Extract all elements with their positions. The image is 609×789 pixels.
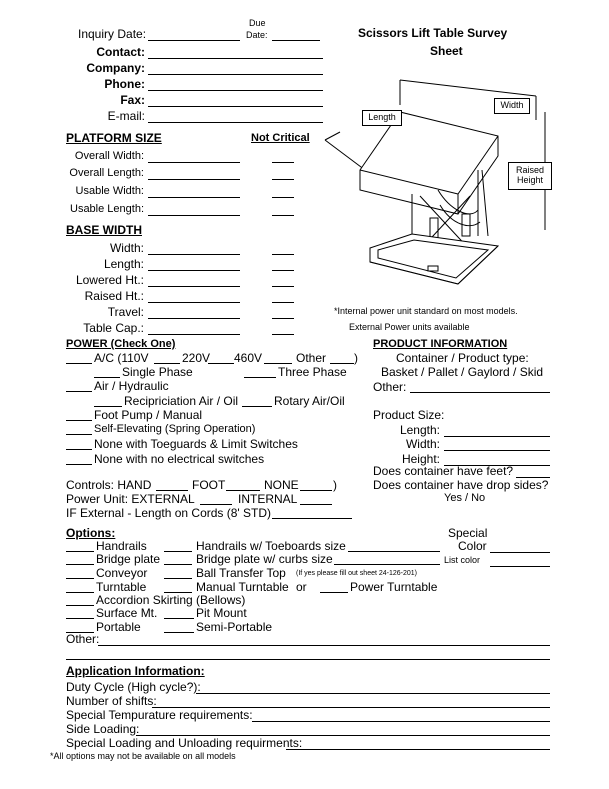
cord-length-field[interactable]: [272, 518, 352, 519]
other-voltage-checkbox[interactable]: [264, 363, 292, 364]
recip-air-oil-checkbox[interactable]: [94, 406, 122, 407]
v220-label: 220V: [182, 351, 211, 365]
travel-field[interactable]: [148, 318, 240, 319]
none-electrical-label: None with no electrical switches: [94, 452, 265, 466]
raised-height-not-critical[interactable]: [272, 302, 294, 303]
raised-height-label: Raised Ht.:: [84, 289, 144, 303]
special-loading-field[interactable]: [286, 749, 550, 750]
semi-portable-checkbox[interactable]: [164, 632, 194, 633]
container-type-label: Container / Product type:: [396, 351, 529, 365]
overall-width-field[interactable]: [148, 162, 240, 163]
container-drop-sides-label: Does container have drop sides?: [373, 478, 549, 492]
company-label: Company:: [86, 61, 145, 75]
external-power-note: External Power units available: [349, 322, 470, 332]
none-electrical-checkbox[interactable]: [66, 464, 92, 465]
ball-transfer-note: (If yes please fill out sheet 24-126-201): [296, 570, 418, 577]
base-width-not-critical[interactable]: [272, 254, 294, 255]
bridge-plate-curbs-label: Bridge plate w/ curbs size: [196, 552, 333, 566]
special-color-field[interactable]: [490, 552, 550, 553]
base-length-label: Length:: [103, 257, 144, 271]
bridge-plate-curbs-size-field[interactable]: [334, 564, 440, 565]
options-other-label: Other:: [66, 632, 100, 646]
handrails-toeboards-checkbox[interactable]: [164, 551, 192, 552]
foot-pump-checkbox[interactable]: [66, 420, 92, 421]
manual-turntable-label: Manual Turntable: [196, 580, 289, 594]
cord-length-label: IF External - Length on Cords (8' STD): [66, 506, 272, 520]
inquiry-date-label: Inquiry Date:: [78, 27, 147, 41]
recip-air-oil-label: Recipriciation Air / Oil: [124, 394, 239, 408]
list-color-label: List color: [444, 555, 481, 565]
phone-label: Phone:: [104, 77, 145, 91]
foot-pump-label: Foot Pump / Manual: [94, 408, 203, 422]
controls-foot-field[interactable]: [226, 490, 260, 491]
width-callout: Width: [494, 98, 530, 114]
not-critical-label: Not Critical: [251, 132, 310, 144]
self-elevating-checkbox[interactable]: [66, 434, 92, 435]
power-turntable-checkbox[interactable]: [320, 592, 348, 593]
overall-width-not-critical[interactable]: [272, 162, 294, 163]
three-phase-label: Three Phase: [278, 365, 347, 379]
temperature-label: Special Tempurature requirements:: [66, 708, 253, 722]
product-other-label: Other:: [373, 380, 407, 394]
pit-mount-checkbox[interactable]: [164, 618, 194, 619]
bridge-plate-label: Bridge plate: [96, 552, 161, 566]
table-capacity-field[interactable]: [148, 334, 240, 335]
product-size-label: Product Size:: [373, 408, 445, 422]
turntable-checkbox[interactable]: [66, 592, 94, 593]
ac-label: A/C (110V: [94, 351, 149, 365]
product-width-label: Width:: [405, 437, 440, 451]
power-unit-internal-label: INTERNAL: [238, 492, 298, 506]
overall-length-label: Overall Length:: [69, 167, 144, 179]
power-heading: POWER (Check One): [66, 338, 176, 350]
pit-mount-label: Pit Mount: [196, 606, 247, 620]
availability-footnote: *All options may not be available on all models: [50, 751, 236, 761]
other-voltage-field[interactable]: [330, 363, 354, 364]
base-length-not-critical[interactable]: [272, 270, 294, 271]
side-loading-label: Side Loading:: [66, 722, 140, 736]
turntable-label: Turntable: [96, 580, 147, 594]
lowered-height-label: Lowered Ht.:: [75, 273, 144, 287]
power-unit-note: *Internal power unit standard on most models.: [334, 306, 518, 316]
duty-cycle-label: Duty Cycle (High cycle?):: [66, 680, 201, 694]
due-label: Due: [249, 18, 266, 28]
accordion-skirting-checkbox[interactable]: [66, 605, 94, 606]
conveyor-checkbox[interactable]: [66, 578, 94, 579]
usable-width-field[interactable]: [148, 197, 240, 198]
options-heading: Options:: [66, 526, 116, 540]
special-loading-label: Special Loading and Unloading requirments:: [66, 736, 303, 750]
v460-checkbox[interactable]: [208, 363, 234, 364]
three-phase-checkbox[interactable]: [244, 377, 276, 378]
drop-sides-yes-no[interactable]: Yes / No: [444, 492, 486, 504]
base-width-field[interactable]: [148, 254, 240, 255]
product-length-field[interactable]: [444, 436, 550, 437]
air-hydraulic-checkbox[interactable]: [66, 391, 92, 392]
raised-height-callout: Raised Height: [508, 162, 552, 190]
travel-label: Travel:: [107, 305, 144, 319]
surface-mount-label: Surface Mt.: [96, 606, 158, 620]
ac-checkbox[interactable]: [66, 363, 92, 364]
color-label: Color: [458, 539, 487, 553]
application-heading: Application Information:: [66, 664, 205, 678]
ball-transfer-label: Ball Transfer Top: [196, 566, 286, 580]
portable-label: Portable: [96, 620, 141, 634]
page-title: Scissors Lift Table Survey: [358, 26, 508, 40]
power-unit-external-field[interactable]: [200, 504, 232, 505]
turntable-or-label: or: [296, 580, 307, 594]
product-info-heading: PRODUCT INFORMATION: [373, 338, 508, 350]
power-unit-internal-field[interactable]: [300, 504, 332, 505]
usable-length-label: Usable Length:: [70, 203, 144, 215]
handrails-label: Handrails: [96, 539, 147, 553]
other-voltage-label: Other: [296, 351, 327, 365]
single-phase-checkbox[interactable]: [94, 377, 120, 378]
raised-height-field[interactable]: [148, 302, 240, 303]
platform-size-heading: PLATFORM SIZE: [66, 131, 162, 145]
power-unit-external-label: Power Unit: EXTERNAL: [66, 492, 195, 506]
controls-none-field[interactable]: [300, 490, 332, 491]
due-date-label: Date:: [246, 30, 268, 40]
controls-hand-label: Controls: HAND: [66, 478, 152, 492]
v220-checkbox[interactable]: [154, 363, 180, 364]
handrails-checkbox[interactable]: [66, 551, 94, 552]
options-other-field-2[interactable]: [66, 659, 550, 660]
usable-length-not-critical[interactable]: [272, 215, 294, 216]
product-width-field[interactable]: [444, 450, 550, 451]
base-length-field[interactable]: [148, 270, 240, 271]
handrails-toeboards-label: Handrails w/ Toeboards size: [196, 539, 346, 553]
usable-width-not-critical[interactable]: [272, 197, 294, 198]
overall-length-not-critical[interactable]: [272, 179, 294, 180]
self-elevating-label: Self-Elevating (Spring Operation): [94, 423, 256, 435]
rotary-air-oil-label: Rotary Air/Oil: [274, 394, 345, 408]
none-toeguards-checkbox[interactable]: [66, 449, 92, 450]
container-types-options[interactable]: Basket / Pallet / Gaylord / Skid: [381, 365, 544, 379]
length-callout: Length: [362, 110, 402, 126]
overall-length-field[interactable]: [148, 179, 240, 180]
ac-close-paren: ): [354, 351, 358, 365]
semi-portable-label: Semi-Portable: [196, 620, 273, 634]
usable-width-label: Usable Width:: [75, 185, 144, 197]
container-feet-label: Does container have feet?: [373, 464, 514, 478]
power-turntable-label: Power Turntable: [350, 580, 438, 594]
product-other-field[interactable]: [410, 392, 550, 393]
shifts-label: Number of shifts:: [66, 694, 157, 708]
product-length-label: Length:: [399, 423, 440, 437]
base-width-label: Width:: [109, 241, 144, 255]
single-phase-label: Single Phase: [122, 365, 193, 379]
controls-close-paren: ): [333, 478, 337, 492]
email-label: E-mail:: [107, 109, 145, 123]
controls-hand-field[interactable]: [156, 490, 188, 491]
lowered-height-not-critical[interactable]: [272, 286, 294, 287]
handrails-toeboards-size-field[interactable]: [348, 551, 440, 552]
rotary-air-oil-checkbox[interactable]: [242, 406, 272, 407]
lowered-height-field[interactable]: [148, 286, 240, 287]
controls-foot-label: FOOT: [192, 478, 226, 492]
ball-transfer-checkbox[interactable]: [164, 578, 192, 579]
v460-label: 460V: [234, 351, 263, 365]
special-label: Special: [448, 526, 488, 540]
options-other-field[interactable]: [98, 645, 550, 646]
none-toeguards-label: None with Toeguards & Limit Switches: [94, 437, 298, 451]
contact-label: Contact:: [96, 45, 145, 59]
fax-label: Fax:: [120, 93, 145, 107]
controls-none-label: NONE: [264, 478, 299, 492]
table-capacity-label: Table Cap.:: [83, 321, 144, 335]
duty-cycle-field[interactable]: [196, 693, 550, 694]
surface-mount-checkbox[interactable]: [66, 618, 94, 619]
overall-width-label: Overall Width:: [74, 150, 144, 162]
product-height-label: Height:: [401, 452, 440, 466]
table-capacity-not-critical[interactable]: [272, 334, 294, 335]
base-width-heading: BASE WIDTH: [66, 223, 142, 237]
accordion-skirting-label: Accordion Skirting (Bellows): [96, 593, 246, 607]
page-title-line2: Sheet: [430, 44, 463, 58]
air-hydraulic-label: Air / Hydraulic: [94, 379, 169, 393]
temperature-field[interactable]: [252, 721, 550, 722]
travel-not-critical[interactable]: [272, 318, 294, 319]
bridge-plate-checkbox[interactable]: [66, 564, 94, 565]
usable-length-field[interactable]: [148, 215, 240, 216]
bridge-plate-curbs-checkbox[interactable]: [164, 564, 192, 565]
list-color-field[interactable]: [490, 566, 550, 567]
conveyor-label: Conveyor: [96, 566, 148, 580]
